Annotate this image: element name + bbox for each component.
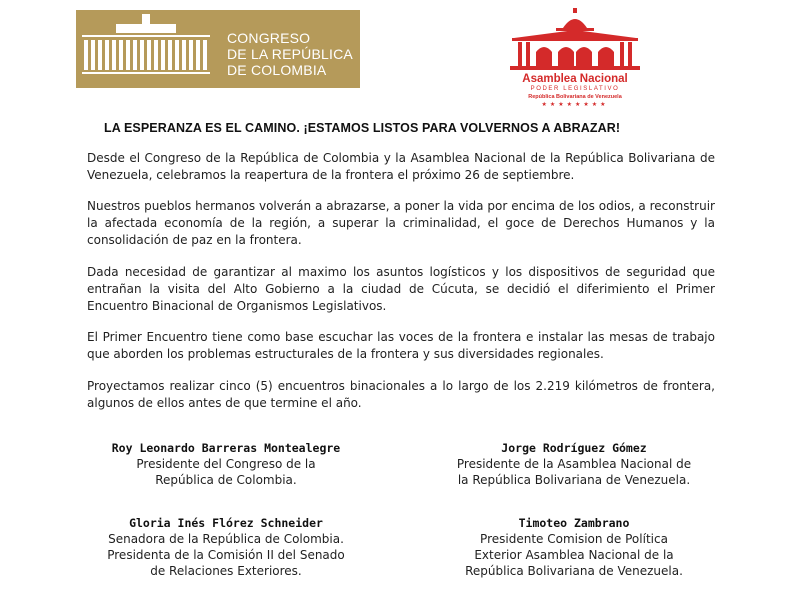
asamblea-nacional-logo: [506, 8, 644, 110]
signatory-name: Timoteo Zambrano: [518, 516, 630, 530]
signatory-block: [424, 515, 724, 579]
signatory-role-line: la República Bolivariana de Venezuela.: [457, 473, 691, 487]
paragraph-1: Desde el Congreso de la República de Colombia y la Asamblea Nacional de la República Bolivariana de Venezuela, celebramos la reapertura de la frontera el próximo 26 de septiembre.: [87, 151, 715, 182]
paragraph-3: Dada necesidad de garantizar al maximo los asuntos logísticos y los dispositivos de seguridad que entrañan la visita del Alto Gobierno a la ciudad de Cúcuta, se decidió el diferimiento el Primer Encuentro Binacional de Organismos Legislativos.: [87, 265, 715, 313]
signatory-name: Gloria Inés Flórez Schneider: [129, 516, 323, 530]
congreso-colombia-logo: [76, 10, 360, 88]
paragraph-4: El Primer Encuentro tiene como base escuchar las voces de la frontera e instalar las mesas de trabajo que aborden los problemas estructurales de la frontera y sus diversidades regionales.: [87, 330, 715, 361]
signatory-role-line: de Relaciones Exteriores.: [150, 564, 302, 578]
signatory-role-line: Presidente Comision de Política: [480, 532, 668, 546]
signatory-name: Roy Leonardo Barreras Montealegre: [111, 441, 341, 455]
asamblea-logo-subtitle: PODER LEGISLATIVO: [530, 86, 620, 92]
signatory-name: Jorge Rodríguez Gómez: [501, 441, 647, 455]
paragraph-2: Nuestros pueblos hermanos volverán a abrazarse, a poner la vida por encima de los odios, a reconstruir la afectada economía de la región, a superar la criminalidad, el goce de Derechos Humanos y la consolidación de paz en la frontera.: [87, 199, 715, 247]
palacio-federal-icon: [506, 8, 644, 72]
asamblea-logo-stars: ★★★★★★★★: [541, 102, 609, 108]
congreso-logo-line-2: DE LA REPÚBLICA: [227, 46, 353, 62]
signatory-role-line: Presidente de la Asamblea Nacional de: [456, 457, 692, 471]
signatory-block: [76, 515, 376, 579]
asamblea-logo-country: República Bolivariana de Venezuela: [528, 94, 622, 100]
signatory-role-line: Senadora de la República de Colombia.: [108, 532, 344, 546]
paragraph-5: Proyectamos realizar cinco (5) encuentros binacionales a lo largo de los 2.219 kilómetros de frontera, algunos de ellos antes de que termine el año.: [87, 379, 715, 410]
signatory-role-line: República Bolivariana de Venezuela.: [465, 564, 683, 578]
signatory-role-line: Presidente del Congreso de la: [136, 457, 316, 471]
signatory-role-line: Presidenta de la Comisión II del Senado: [107, 548, 345, 562]
congreso-logo-text: [227, 30, 353, 78]
signatory-role-line: República de Colombia.: [155, 473, 297, 487]
signatory-role-line: Exterior Asamblea Nacional de la: [474, 548, 674, 562]
congreso-logo-line-1: CONGRESO: [227, 30, 311, 46]
signatory-block: [424, 440, 724, 488]
signatory-block: [76, 440, 376, 488]
document-headline: LA ESPERANZA ES EL CAMINO. ¡ESTAMOS LISTOS PARA VOLVERNOS A ABRAZAR!: [104, 121, 621, 135]
congreso-logo-line-3: DE COLOMBIA: [227, 62, 327, 78]
asamblea-logo-name: Asamblea Nacional: [522, 73, 628, 85]
